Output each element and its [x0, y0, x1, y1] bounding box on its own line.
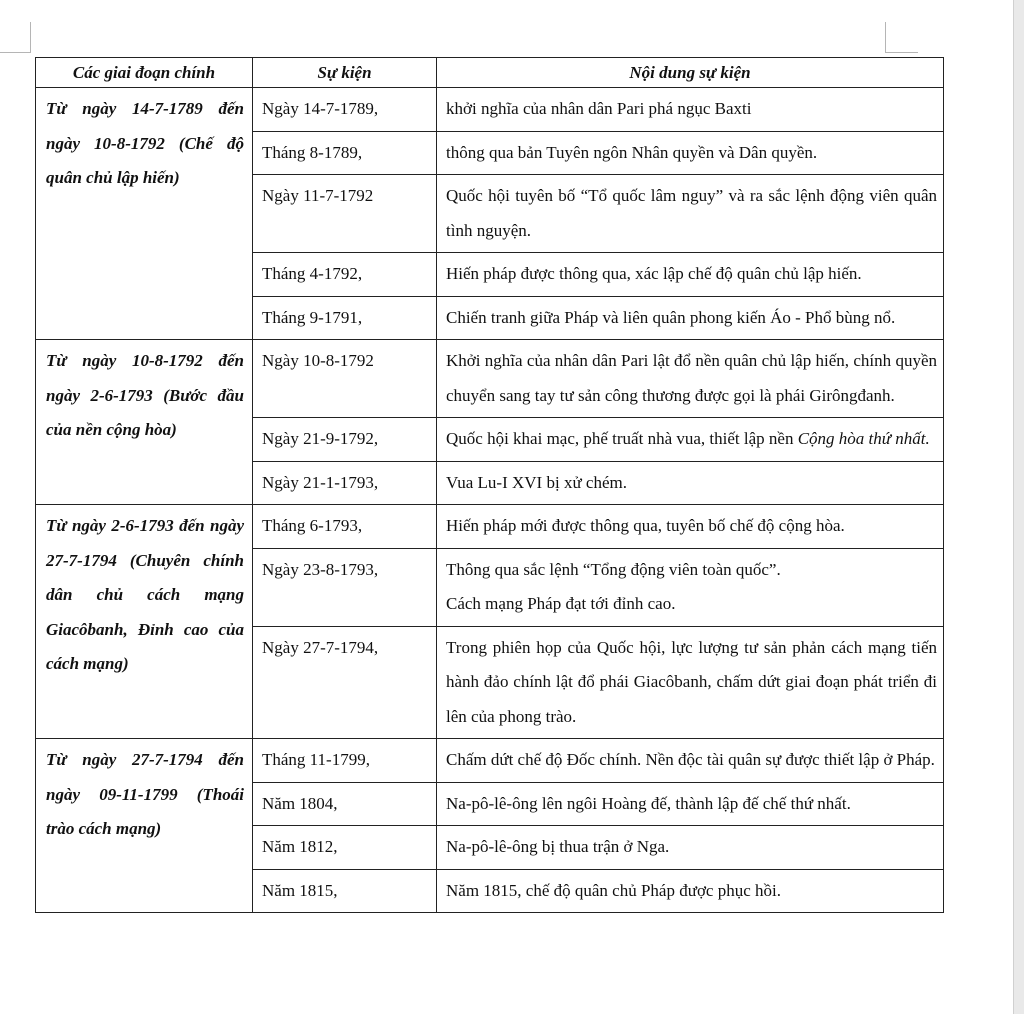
event-date: Tháng 9-1791, — [253, 296, 437, 340]
event-date: Ngày 11-7-1792 — [253, 175, 437, 253]
event-content: Na-pô-lê-ông lên ngôi Hoàng đế, thành lập đế chế thứ nhất. — [437, 782, 944, 826]
event-content: thông qua bản Tuyên ngôn Nhân quyền và Dân quyền. — [437, 131, 944, 175]
event-date: Năm 1812, — [253, 826, 437, 870]
event-content-line: Thông qua sắc lệnh “Tổng động viên toàn quốc”. — [446, 559, 781, 579]
event-content: Vua Lu-I XVI bị xử chém. — [437, 461, 944, 505]
window-scrollbar-edge[interactable] — [1013, 0, 1024, 1014]
header-events: Sự kiện — [253, 58, 437, 88]
event-content-italic: Cộng hòa thứ nhất. — [797, 429, 930, 448]
period-cell: Từ ngày 2-6-1793 đến ngày 27-7-1794 (Chuyên chính dân chủ cách mạng Giacôbanh, Đỉnh cao của cách mạng) — [36, 505, 253, 739]
event-date: Ngày 14-7-1789, — [253, 88, 437, 132]
event-date: Ngày 21-1-1793, — [253, 461, 437, 505]
event-content: Khởi nghĩa của nhân dân Pari lật đổ nền quân chủ lập hiến, chính quyền chuyển sang tay tư sản công thương được gọi là phái Girôngđanh. — [437, 340, 944, 418]
header-content: Nội dung sự kiện — [437, 58, 944, 88]
table-row — [36, 739, 944, 783]
page-margin-corner-right — [885, 22, 918, 53]
event-date: Tháng 11-1799, — [253, 739, 437, 783]
header-row — [36, 58, 944, 88]
table-row — [36, 505, 944, 549]
table-row — [36, 88, 944, 132]
event-date: Ngày 27-7-1794, — [253, 626, 437, 739]
event-date: Tháng 8-1789, — [253, 131, 437, 175]
event-content: Chiến tranh giữa Pháp và liên quân phong kiến Áo - Phổ bùng nổ. — [437, 296, 944, 340]
period-cell: Từ ngày 14-7-1789 đến ngày 10-8-1792 (Chế độ quân chủ lập hiến) — [36, 88, 253, 340]
event-content: Trong phiên họp của Quốc hội, lực lượng tư sản phản cách mạng tiến hành đảo chính lật đổ phái Giacôbanh, chấm dứt giai đoạn phát triển đi lên của phong trào. — [437, 626, 944, 739]
event-content: khởi nghĩa của nhân dân Pari phá ngục Baxti — [437, 88, 944, 132]
event-content — [437, 418, 944, 462]
event-date: Ngày 23-8-1793, — [253, 548, 437, 626]
event-content: Quốc hội tuyên bố “Tổ quốc lâm nguy” và ra sắc lệnh động viên quân tình nguyện. — [437, 175, 944, 253]
event-date: Năm 1804, — [253, 782, 437, 826]
event-content: Na-pô-lê-ông bị thua trận ở Nga. — [437, 826, 944, 870]
header-periods: Các giai đoạn chính — [36, 58, 253, 88]
event-content-line: Cách mạng Pháp đạt tới đỉnh cao. — [446, 594, 676, 613]
event-content: Năm 1815, chế độ quân chủ Pháp được phục hồi. — [437, 869, 944, 913]
event-date: Tháng 6-1793, — [253, 505, 437, 549]
period-cell: Từ ngày 10-8-1792 đến ngày 2-6-1793 (Bước đầu của nền cộng hòa) — [36, 340, 253, 505]
event-date: Tháng 4-1792, — [253, 253, 437, 297]
event-content-text: Quốc hội khai mạc, phế truất nhà vua, thiết lập nền — [446, 429, 794, 448]
period-cell: Từ ngày 27-7-1794 đến ngày 09-11-1799 (Thoái trào cách mạng) — [36, 739, 253, 913]
table-row — [36, 340, 944, 418]
event-content — [437, 548, 944, 626]
event-content: Hiến pháp được thông qua, xác lập chế độ quân chủ lập hiến. — [437, 253, 944, 297]
event-content: Hiến pháp mới được thông qua, tuyên bố chế độ cộng hòa. — [437, 505, 944, 549]
page-margin-corner-left — [0, 22, 31, 53]
event-content: Chấm dứt chế độ Đốc chính. Nền độc tài quân sự được thiết lập ở Pháp. — [437, 739, 944, 783]
event-date: Ngày 21-9-1792, — [253, 418, 437, 462]
event-date: Ngày 10-8-1792 — [253, 340, 437, 418]
event-date: Năm 1815, — [253, 869, 437, 913]
french-revolution-table — [35, 57, 944, 913]
